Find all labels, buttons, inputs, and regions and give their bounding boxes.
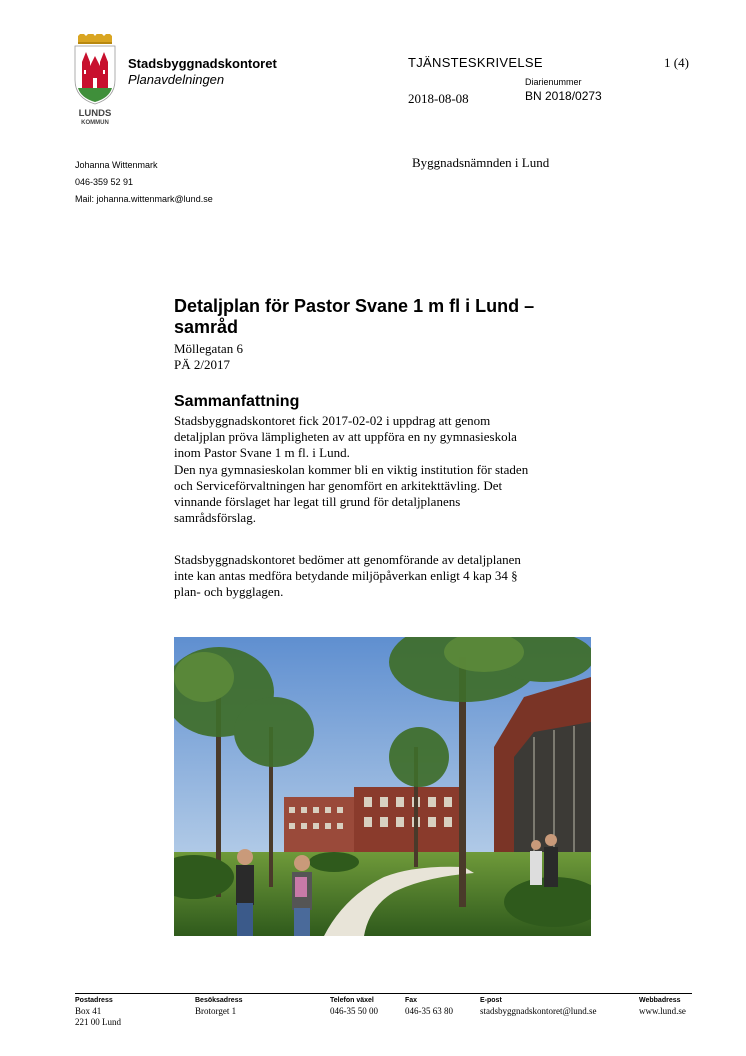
footer-label: Fax: [405, 997, 418, 1004]
footer-besoksadress: [195, 995, 242, 1017]
paragraph-line: Den nya gymnasieskolan kommer bli en viktig institution för staden: [174, 461, 529, 477]
document-title-line-2: samråd: [174, 317, 239, 337]
diarienummer-value: BN 2018/0273: [525, 89, 602, 103]
paragraph-line: samrådsförslag.: [174, 510, 256, 526]
paragraph-line: Stadsbyggnadskontoret bedömer att genomförande av detaljplanen: [174, 552, 521, 567]
recipient: Byggnadsnämnden i Lund: [412, 155, 550, 170]
footer-value: Box 41: [75, 1006, 102, 1016]
coat-of-arms-icon: [72, 34, 118, 126]
paragraph-line: plan- och bygglagen.: [174, 584, 284, 600]
footer-divider: [75, 993, 692, 994]
rendering-illustration: [174, 637, 591, 936]
footer-epost: [480, 995, 597, 1017]
paragraph-line: inom Pastor Svane 1 m fl. i Lund.: [174, 445, 350, 461]
department-name: Stadsbyggnadskontoret: [128, 56, 277, 71]
department-subunit: Planavdelningen: [128, 72, 225, 87]
footer-web-link[interactable]: www.lund.se: [639, 1006, 686, 1016]
document-type: TJÄNSTESKRIVELSE: [408, 55, 543, 70]
school-rendering-image: [174, 637, 591, 936]
logo-text-lunds: LUNDS: [78, 108, 112, 119]
document-title: [174, 296, 604, 338]
footer-value: 221 00 Lund: [75, 1017, 121, 1027]
footer-value: 046-35 50 00: [330, 1006, 378, 1016]
footer-label: Postadress: [75, 997, 113, 1004]
contact-mail: Mail: johanna.wittenmark@lund.se: [75, 194, 213, 204]
document-address: Möllegatan 6: [174, 341, 243, 356]
paragraph-line: inte kan antas medföra betydande miljöpåverkan enligt 4 kap 34 §: [174, 568, 518, 584]
paragraph-line: och Serviceförvaltningen har genomfört en arkitekttävling. Det: [174, 477, 503, 493]
footer-label: Besöksadress: [195, 997, 243, 1004]
footer-label: E-post: [480, 997, 502, 1004]
footer-postadress: [75, 995, 121, 1028]
paragraph-line: detaljplan pröva lämpligheten av att uppföra en ny gymnasieskola: [174, 429, 517, 445]
document-date: 2018-08-08: [408, 91, 469, 106]
lunds-kommun-logo: [72, 34, 118, 126]
summary-paragraph-1: [174, 413, 604, 526]
footer-value: Brotorget 1: [195, 1006, 237, 1016]
footer-telefon: [330, 995, 378, 1017]
logo-text-kommun: KOMMUN: [81, 120, 109, 126]
footer-label: Webbadress: [639, 997, 681, 1004]
diarienummer-label: Diarienummer: [525, 77, 582, 87]
paragraph-line: vinnande förslaget har legat till grund för detaljplanens: [174, 494, 461, 510]
footer-value: 046-35 63 80: [405, 1006, 453, 1016]
summary-paragraph-2: [174, 552, 604, 601]
document-title-line-1: Detaljplan för Pastor Svane 1 m fl i Lund –: [174, 296, 535, 316]
footer-label: Telefon växel: [330, 997, 374, 1004]
paragraph-line: Stadsbyggnadskontoret fick 2017-02-02 i uppdrag att genom: [174, 413, 491, 428]
footer-webbadress: [639, 995, 686, 1017]
contact-phone: 046-359 52 91: [75, 177, 134, 187]
footer-fax: [405, 995, 453, 1017]
section-heading: Sammanfattning: [174, 393, 300, 410]
footer-email-link[interactable]: stadsbyggnadskontoret@lund.se: [480, 1006, 597, 1016]
page-number: 1 (4): [664, 55, 689, 70]
document-reference: PÄ 2/2017: [174, 357, 230, 372]
contact-name: Johanna Wittenmark: [75, 160, 158, 170]
